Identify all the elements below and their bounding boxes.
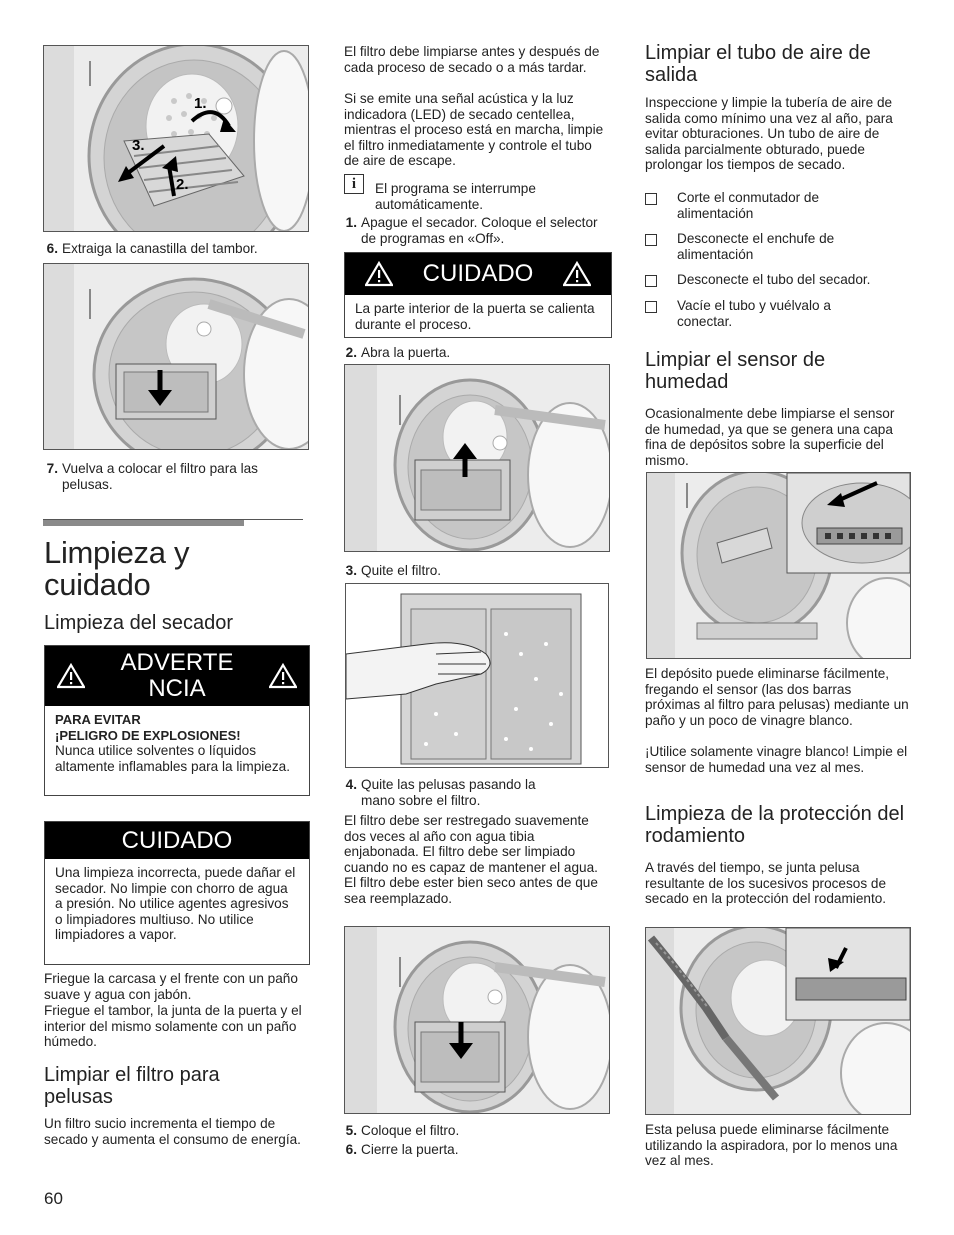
checklist-item [645,190,910,221]
info-note [344,174,610,212]
step-4-quite-pelusas [339,777,609,809]
figure-bearing-vacuum [645,927,911,1115]
paragraph-senal-acustica: Si se emite una señal acústica y la luz indicadora (LED) de secado centellea, mientras el proceso está en marcha, limpie el filtro inmediatamente y controle el tubo de aire de escape. [344,91,604,169]
step-text: Quite las pelusas pasando la mano sobre el filtro. [361,777,536,808]
step-number: 2. [345,345,357,360]
dryer-insert-filter-illustration [345,927,609,1113]
checkbox-icon [645,193,657,205]
step-1-apague [339,215,609,247]
checklist-item [645,272,910,288]
section-title: Limpieza y cuidado [44,535,190,602]
warning-line-2: ¡PELIGRO DE EXPLOSIONES! [55,727,241,743]
paragraph-sensor: Ocasionalmente debe limpiarse el sensor de humedad, ya que se genera una capa fina de depósitos sobre la superficie del mismo. [645,406,895,468]
filter-hand-illustration [346,584,608,767]
step-text: Abra la puerta. [361,345,451,360]
figure-open-door [344,364,610,552]
caution-text: La parte interior de la puerta se calienta durante el proceso. [355,301,595,332]
paragraph-filtro-limpiarse: El filtro debe limpiarse antes y después de cada proceso de secado o a más tardar. [344,44,600,75]
paragraph-tubo: Inspeccione y limpie la tubería de aire de salida como mínimo una vez al año, para evitar obturaciones. Un tubo de aire de salida parcialmente obturado, puede prolongar los tiempos de secado. [645,95,893,173]
caution-header [345,253,611,295]
paragraph-friegue-carcasa: Friegue la carcasa y el frente con un paño suave y agua con jabón. [44,971,298,1002]
step-number: 7. [46,461,58,476]
step-number: 3. [345,563,357,578]
paragraph-sensor-deposito: El depósito puede eliminarse fácilmente, fregando el sensor (las dos barras próximas al filtro para pelusas) mediante un paño y un poco de vinagre blanco. [645,666,909,728]
figure-remove-basket [43,45,309,232]
checklist-text: Desconecte el enchufe de alimentación [677,231,835,262]
step-text: Extraiga la canastilla del tambor. [62,241,258,256]
figure-clean-filter-by-hand [345,583,609,768]
caution-label: CUIDADO [121,826,233,854]
checklist-text: Desconecte el tubo del secador. [677,272,871,288]
figure-replace-filter [43,263,309,450]
subsection-title-limpieza-secador: Limpieza del secador [44,612,233,634]
subsection-title-rodamiento: Limpieza de la protección del rodamiento [645,803,905,847]
marker-1: 1. [194,95,207,112]
paragraph-filtro-restregado: El filtro debe ser restregado suavemente dos veces al año con agua tibia enjabonada. El filtro debe ser limpiado cuando no es capaz de mantener el agua. El filtro debe ester bien seco antes de que sea reemplazado. [344,813,598,906]
subsection-title-filtro: Limpiar el filtro para pelusas [44,1064,220,1108]
subsection-title-sensor: Limpiar el sensor de humedad [645,349,826,393]
caution-box [44,821,310,965]
checkbox-icon [645,301,657,313]
warning-body [45,706,309,774]
figure-humidity-sensor [646,472,911,659]
paragraph-rodamiento-aspiradora: Esta pelusa puede eliminarse fácilmente utilizando la aspiradora, por lo menos una vez al mes. [645,1122,898,1169]
step-text: Apague el secador. Coloque el selector de programas en «Off». [361,215,598,246]
step-text: Quite el filtro. [361,563,442,578]
caution-box-door [344,252,612,338]
step-text: Cierre la puerta. [361,1142,459,1157]
checklist [645,180,910,329]
marker-3: 3. [132,137,145,154]
step-7-replace-filter [40,461,310,493]
page-number: 60 [44,1189,63,1208]
warning-triangle-icon [269,663,297,689]
info-icon: i [344,174,364,194]
step-6-extract-basket [40,241,310,257]
step-2-abra [339,345,609,361]
step-number: 6. [345,1142,357,1157]
checkbox-icon [645,234,657,246]
step-3-quite-filtro [339,563,609,579]
figure-insert-filter [344,926,610,1114]
step-6-cierre [339,1142,609,1158]
warning-triangle-icon [57,663,85,689]
step-number: 4. [345,777,357,792]
warning-triangle-icon [563,261,591,287]
warning-line-1: PARA EVITAR [55,712,141,727]
warning-triangle-icon [365,261,393,287]
warning-label: ADVERTENCIA [120,649,234,702]
paragraph-filtro-sucio: Un filtro sucio incrementa el tiempo de secado y aumenta el consumo de energía. [44,1116,301,1147]
checklist-text: Vacíe el tubo y vuélvalo a conectar. [677,297,831,329]
dryer-open-door-illustration [345,365,609,551]
section-accent-bar [43,520,244,526]
bearing-vacuum-illustration [646,928,910,1114]
subsection-title-tubo: Limpiar el tubo de aire de salida [645,42,871,86]
warning-box [44,645,310,796]
checkbox-icon [645,275,657,287]
warning-text: Nunca utilice solventes o líquidos altamente inflamables para la limpieza. [55,743,290,774]
step-number: 1. [345,215,357,230]
step-text: Vuelva a colocar el filtro para las pelusas. [62,461,258,492]
step-5-coloque [339,1123,609,1139]
dryer-filter-illustration [44,264,308,449]
paragraph-sensor-vinagre: ¡Utilice solamente vinagre blanco! Limpie el sensor de humedad una vez al mes. [645,744,908,775]
step-text: Coloque el filtro. [361,1123,460,1138]
paragraph-friegue-tambor: Friegue el tambor, la junta de la puerta y el interior del mismo solamente con un paño húmedo. [44,1003,302,1050]
caution-text: Una limpieza incorrecta, puede dañar el secador. No limpie con chorro de agua a presión. No utilice agentes agresivos o limpiadores multiuso. No utilice limpiadores a vapor. [55,865,296,943]
dryer-drum-illustration [44,46,308,231]
humidity-sensor-illustration [647,473,910,658]
step-number: 6. [46,241,58,256]
warning-header [45,646,309,706]
step-number: 5. [345,1123,357,1138]
paragraph-rodamiento: A través del tiempo, se junta pelusa resultante de los sucesivos procesos de secado en la protección del rodamiento. [645,860,887,907]
info-text: El programa se interrumpe automáticamente. [375,181,536,212]
marker-2: 2. [176,176,189,193]
checklist-item [645,231,910,262]
caution-label: CUIDADO [422,260,534,287]
checklist-text: Corte el conmutador de alimentación [677,190,820,221]
caution-header [45,822,309,859]
checklist-item [645,298,910,329]
